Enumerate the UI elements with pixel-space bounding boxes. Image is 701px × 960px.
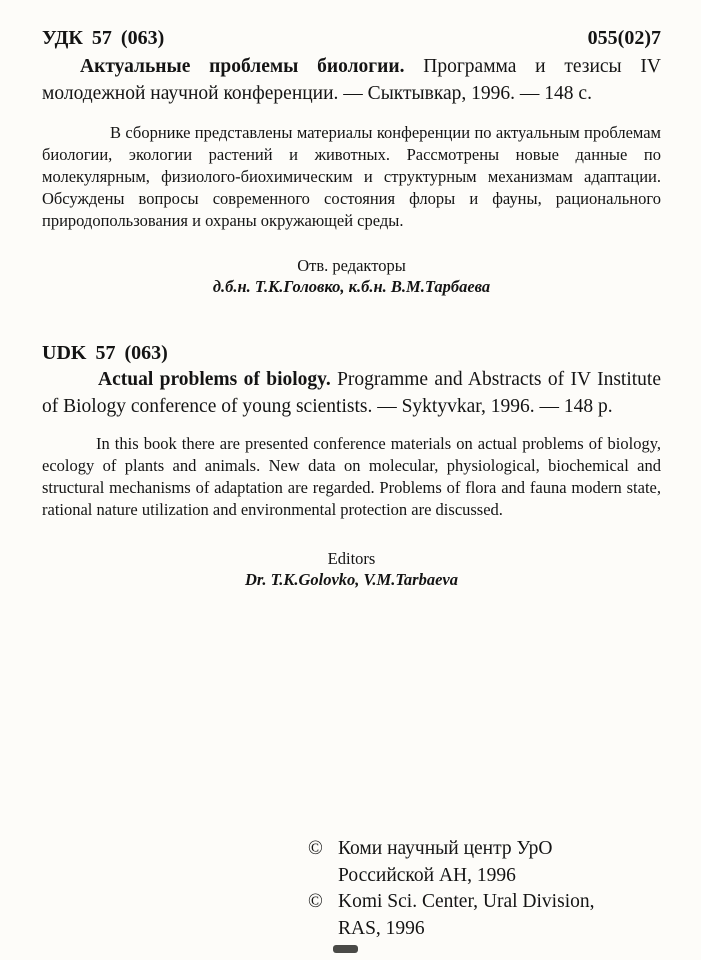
russian-abstract: В сборнике представлены материалы конференции по актуальным проблемам биологии, экологии растений и животных. Рассмотрены новые данные по молекулярным, физиолого-биохимическим и структурным механизмам адаптации. Обсуждены вопросы современного состояния флоры и фауны, рационального природопользования и охраны окружающей среды. bbox=[42, 123, 661, 230]
copyright-symbol: © bbox=[308, 838, 323, 859]
copyright-text-english bbox=[338, 889, 594, 942]
header-row bbox=[42, 26, 661, 50]
russian-editors-label: Отв. редакторы bbox=[297, 256, 406, 275]
copyright-symbol: © bbox=[308, 891, 323, 912]
copyright-entry-russian bbox=[308, 836, 678, 889]
english-editors-names: Dr. T.K.Golovko, V.M.Tarbaeva bbox=[244, 570, 458, 589]
english-udk-number: UDK 57 (063) bbox=[42, 342, 168, 364]
russian-book-title: Актуальные проблемы биологии. bbox=[80, 56, 405, 77]
copyright-line: Коми научный центр УрО bbox=[338, 838, 553, 859]
russian-bibliographic-entry bbox=[42, 53, 661, 107]
russian-editors-names: д.б.н. Т.К.Головко, к.б.н. В.М.Тарбаева bbox=[212, 277, 491, 296]
catalog-code: 055(02)7 bbox=[587, 27, 661, 49]
english-editors-label: Editors bbox=[327, 549, 376, 568]
english-abstract: In this book there are presented conference materials on actual problems of biology, ecology of plants and animals. New data on molecular, physiological, biochemical and structural mechanisms of adaptation are regarded. Problems of flora and fauna modern state, rational nature utilization and environmental protection are discussed. bbox=[42, 434, 661, 519]
udc-number: УДК 57 (063) bbox=[42, 27, 165, 49]
copyright-text-russian bbox=[338, 836, 552, 889]
english-bibliographic-details: Programme and Abstracts of IV Institute of Biology conference of young scientists. — Syktyvkar, 1996. — 148 p. bbox=[42, 369, 661, 417]
copyright-block bbox=[308, 836, 678, 942]
russian-bibliographic-details: Программа и тезисы IV молодежной научной конференции. — Сыктывкар, 1996. — 148 с. bbox=[42, 56, 661, 104]
english-bibliographic-entry bbox=[42, 366, 661, 420]
english-book-title: Actual problems of biology. bbox=[98, 369, 331, 390]
copyright-line: RAS, 1996 bbox=[338, 917, 425, 939]
copyright-line: Komi Sci. Center, Ural Division, bbox=[338, 891, 595, 912]
copyright-line: Российской АН, 1996 bbox=[338, 864, 516, 886]
copyright-entry-english bbox=[308, 889, 678, 942]
scan-artifact bbox=[333, 945, 358, 953]
